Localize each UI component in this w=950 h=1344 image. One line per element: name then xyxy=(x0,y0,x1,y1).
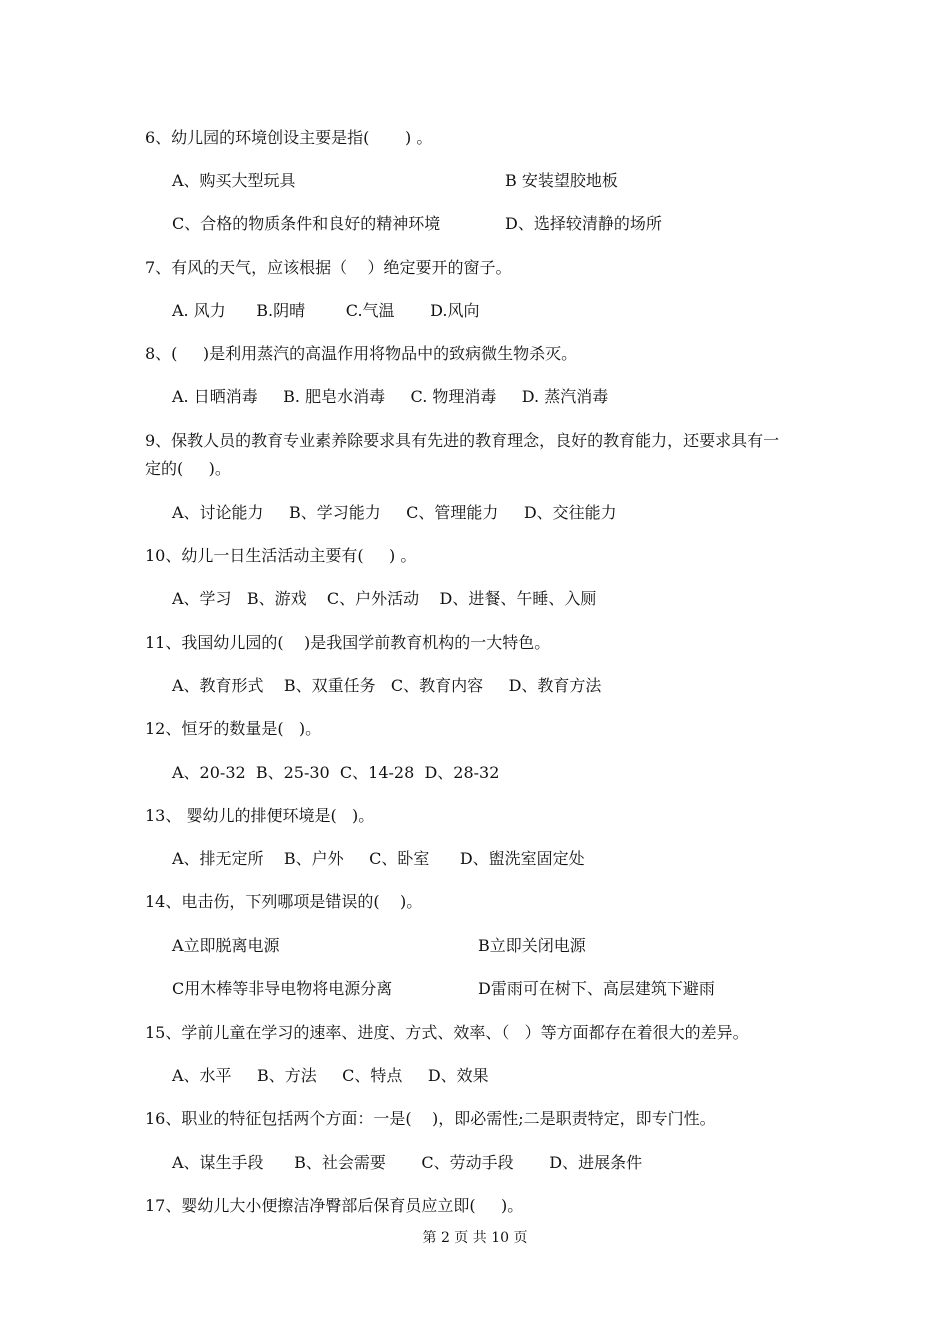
question-9-line-2: 定的( )。 xyxy=(145,459,231,478)
question-10-options: A、学习 B、游戏 C、户外活动 D、进餐、午睡、入厕 xyxy=(172,589,597,608)
question-14-option-b: B立即关闭电源 xyxy=(478,936,586,955)
question-13-options: A、排无定所 B、户外 C、卧室 D、盥洗室固定处 xyxy=(172,849,585,868)
question-7: 7、有风的天气，应该根据（ ）绝定要开的窗子。 xyxy=(145,258,512,277)
question-14-option-c: C用木棒等非导电物将电源分离 xyxy=(172,979,393,998)
question-13: 13、 婴幼儿的排便环境是( )。 xyxy=(145,806,375,825)
question-14: 14、电击伤，下列哪项是错误的( )。 xyxy=(145,892,423,911)
question-9-line-1: 9、保教人员的教育专业素养除要求具有先进的教育理念，良好的教育能力，还要求具有一 xyxy=(145,431,780,450)
question-7-options: A. 风力 B.阴晴 C.气温 D.风向 xyxy=(172,301,480,320)
question-16-options: A、谋生手段 B、社会需要 C、劳动手段 D、进展条件 xyxy=(172,1153,643,1172)
page-footer: 第 2 页 共 10 页 xyxy=(422,1230,528,1246)
question-6: 6、幼儿园的环境创设主要是指( ) 。 xyxy=(145,128,433,147)
question-12: 12、恒牙的数量是( )。 xyxy=(145,719,322,738)
question-11-options: A、教育形式 B、双重任务 C、教育内容 D、教育方法 xyxy=(172,676,602,695)
question-10: 10、幼儿一日生活活动主要有( ) 。 xyxy=(145,546,417,565)
question-12-options: A、20-32 B、25-30 C、14-28 D、28-32 xyxy=(172,763,500,782)
question-6-option-a: A、购买大型玩具 xyxy=(172,171,296,190)
question-6-option-b: B 安装望胶地板 xyxy=(505,171,618,190)
question-11: 11、我国幼儿园的( )是我国学前教育机构的一大特色。 xyxy=(145,633,551,652)
question-15: 15、学前儿童在学习的速率、进度、方式、效率、（ ）等方面都存在着很大的差异。 xyxy=(145,1023,749,1042)
question-17: 17、婴幼儿大小便擦洁净臀部后保育员应立即( )。 xyxy=(145,1196,524,1215)
question-6-option-d: D、选择较清静的场所 xyxy=(505,214,662,233)
question-14-option-d: D雷雨可在树下、高层建筑下避雨 xyxy=(478,979,715,998)
question-15-options: A、水平 B、方法 C、特点 D、效果 xyxy=(172,1066,489,1085)
question-6-option-c: C、合格的物质条件和良好的精神环境 xyxy=(172,214,441,233)
question-16: 16、职业的特征包括两个方面：一是( )，即必需性;二是职责特定，即专门性。 xyxy=(145,1109,716,1128)
question-8-options: A. 日晒消毒 B. 肥皂水消毒 C. 物理消毒 D. 蒸汽消毒 xyxy=(172,387,609,406)
question-8: 8、( )是利用蒸汽的高温作用将物品中的致病微生物杀灭。 xyxy=(145,344,578,363)
question-9-options: A、讨论能力 B、学习能力 C、管理能力 D、交往能力 xyxy=(172,503,617,522)
question-14-option-a: A立即脱离电源 xyxy=(172,936,280,955)
